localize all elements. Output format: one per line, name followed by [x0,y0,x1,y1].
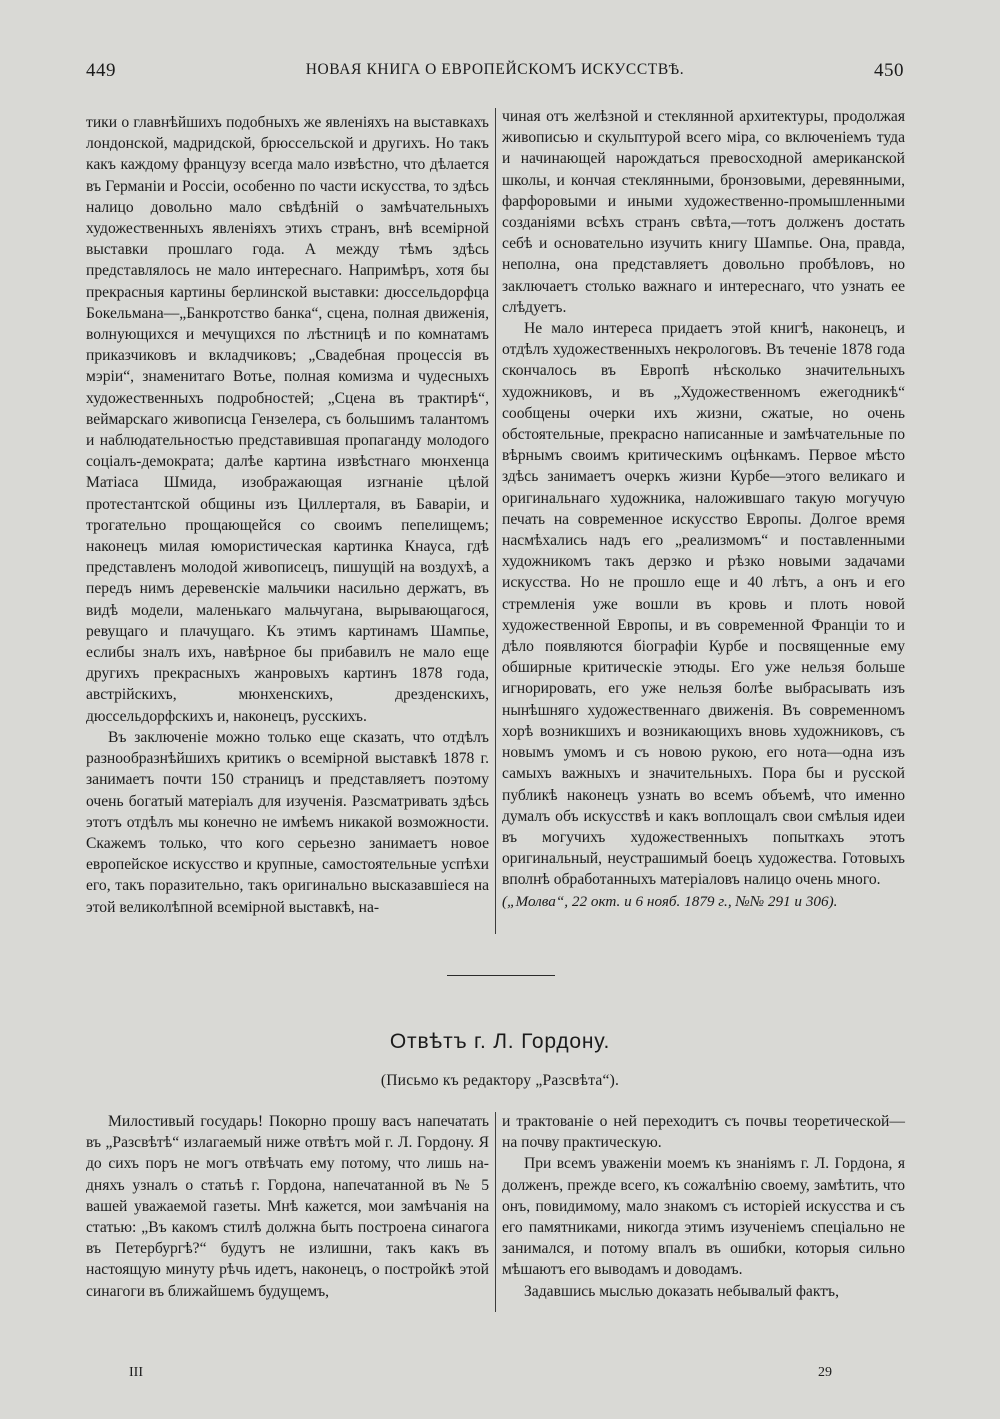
paragraph: Задавшись мыслью доказать небывалый фактъ, [524,1282,840,1300]
column-right-top [502,106,905,912]
column-divider [495,108,496,934]
running-title: НОВАЯ КНИГА О ЕВРОПЕЙСКОМЪ ИСКУССТВѢ. [305,61,685,78]
paragraph: Милостивый государь! Покорно прошу васъ напечатать въ „Разсвѣтѣ“ излагаемый ниже отвѣтъ мой г. Л. Гордону. Я до сихъ поръ не могъ отвѣчать ему потому, что лишь на-дняхъ узналъ о статьѣ г. Гордона, напечатанной въ № 5 вашей уважаемой газеты. Мнѣ кажется, мои замѣчанія на статью: „Въ какомъ стилѣ должна быть построена синагога въ Петербургѣ?“ будутъ не излишни, такъ какъ въ настоящую минуту рѣчь идетъ, наконецъ, о постройкѣ этой синагоги въ ближайшемъ будущемъ, [86,1113,489,1300]
paragraph: Не мало интереса придаетъ этой книгѣ, наконецъ, и отдѣлъ художественныхъ некрологовъ. Въ теченіе 1878 года скончалось въ Европѣ нѣсколько значительныхъ художниковъ, и въ „Художественномъ ежегодникѣ“ сообщены очерки ихъ жизни, сжатые, но очень обстоятельные, прекрасно написанные и замѣчательные по вѣрнымъ своимъ критическимъ оцѣнкамъ. Первое мѣсто здѣсь занимаетъ очеркъ жизни Курбе—этого великаго и оригинальнаго художника, наложившаго такую могучую печать на современное искусство Европы. Долгое время насмѣхались надъ его „реализмомъ“ и поставленными художникомъ такъ дерзко и рѣзко новыми задачами искусства. Но не прошло еще и 40 лѣтъ, а онъ и его стремленія уже вошли въ кровь и плоть новой художественной Европы, и въ современной Франціи то и дѣло появляются біографіи Курбе и посвященные ему обширные критическіе этюды. Его уже нельзя больше игнорировать, его уже нельзя болѣе выбрасывать изъ нынѣшняго художественнаго движенія. Въ современномъ хорѣ возникшихъ и возникающихъ вновь художниковъ, съ новымъ умомъ и съ новою рукою, его нота—одна изъ самыхъ важныхъ и значительныхъ. Пора бы и русской публикѣ наконецъ узнать во всемъ объемѣ, что именно думалъ объ искусствѣ и какъ воплощалъ свои смѣлыя идеи въ могучихъ художественныхъ попыткахъ этотъ оригинальный, неустрашимый боецъ художества. Готовыхъ вполнѣ обработанныхъ матеріаловъ налицо очень много. [502,320,905,889]
column-left-top [86,112,489,918]
paragraph: и трактованіе о ней переходитъ съ почвы теоретической—на почву практическую. [502,1113,905,1152]
paragraph: чиная отъ желѣзной и стеклянной архитектуры, продолжая живописью и скульптурой всего міра, со включеніемъ туда и начинающей нарождаться превосходной американской школы, и кончая стеклянными, бронзовыми, деревянными, фарфоровыми и иными художественно-промышленными созданіями всѣхъ странъ свѣта,—тотъ долженъ достать себѣ и основательно изучить книгу Шампье. Она, правда, неполна, она представляетъ довольно пробѣловъ, но заключаетъ столько важнаго и интереснаго, что узнать ее слѣдуетъ. [502,108,905,316]
sheet-number: 29 [818,1365,832,1380]
article-title: Отвѣтъ г. Л. Гордону. [389,1030,611,1053]
paragraph: При всемъ уваженіи моемъ къ знаніямъ г. Л. Гордона, я долженъ, прежде всего, къ сожалѣнію своему, замѣтить, что онъ, повидимому, мало знакомъ съ исторіей искусства и съ его памятниками, никогда этимъ изученіемъ спеціально не занимался, и потому впалъ въ ошибки, которыя сильно мѣшаютъ его выводамъ и доводамъ. [502,1155,905,1279]
column-right-bottom [502,1111,905,1302]
article-subtitle: (Письмо къ редактору „Разсвѣта“). [380,1072,620,1089]
column-divider [495,1112,496,1312]
running-head [86,60,904,86]
page-number-left: 449 [86,60,116,81]
section-divider [447,975,555,976]
column-left-bottom [86,1111,489,1302]
signature-mark: III [129,1365,143,1380]
page-number-right: 450 [874,60,904,81]
paragraph: Въ заключеніе можно только еще сказать, что отдѣлъ разнообразнѣйшихъ критикъ о всемірной выставкѣ 1878 г. занимаетъ почти 150 страницъ и представляетъ поэтому очень богатый матеріалъ для изученія. Разсматривать здѣсь этотъ отдѣлъ мы конечно не имѣемъ никакой возможности. Скажемъ только, что кого серьезно занимаетъ новое европейское искусство и крупные, самостоятельные успѣхи его, такъ поразительно, такъ оригинально высказавшіеся на этой великолѣпной всемірной выставкѣ, на- [86,728,489,916]
paragraph: тики о главнѣйшихъ подобныхъ же явленіяхъ на выставкахъ лондонской, мадридской, брюссельской и другихъ. Но такъ какъ каждому французу всегда мало извѣстно, что дѣлается въ Германіи и Россіи, особенно по части искусства, то здѣсь налицо довольно мало свѣдѣній о замѣчательныхъ художественныхъ явленіяхъ этихъ странъ, внѣ всемірной выставки прошлаго года. А между тѣмъ здѣсь представлялось не мало интереснаго. Напримѣръ, хотя бы прекрасныя картины берлинской выставки: дюссельдорфца Бокельмана—„Банкротство банка“, сцена, полная движенія, волнующихся и мечущихся по лѣстницѣ и по комнатамъ приказчиковъ и вкладчиковъ; „Свадебная процессія въ мэріи“, знаменитаго Вотье, полная комизма и чудесныхъ художественныхъ подробностей; „Сцена въ трактирѣ“, веймарскаго живописца Гензелера, съ большимъ талантомъ и наблюдательностью представившая пропаганду молодого соціалъ-демократа; далѣе картина извѣстнаго мюнхенца Матіаса Шмида, изображающая изгнаніе цѣлой протестантской общины изъ Циллерталя, въ Баваріи, и трогательно прощающейся со своимъ пепелищемъ; наконецъ милая юмористическая картинка Кнауса, гдѣ представленъ молодой живописецъ, пишущій на воздухѣ, а передъ нимъ деревенскіе мальчики насильно держатъ, въ видѣ модели, маленькаго мальчугана, вырывающагося, ревущаго и плачущаго. Къ этимъ картинамъ Шампье, еслибы зналъ ихъ, навѣрное бы прибавилъ не мало еще другихъ прекрасныхъ жанровыхъ картинъ 1878 года, австрійскихъ, мюнхенскихъ, дрезденскихъ, дюссельдорфскихъ и, наконецъ, русскихъ. [86,114,489,725]
source-citation: („Молва“, 22 окт. и 6 нояб. 1879 г., №№ 291 и 306). [502,892,838,910]
